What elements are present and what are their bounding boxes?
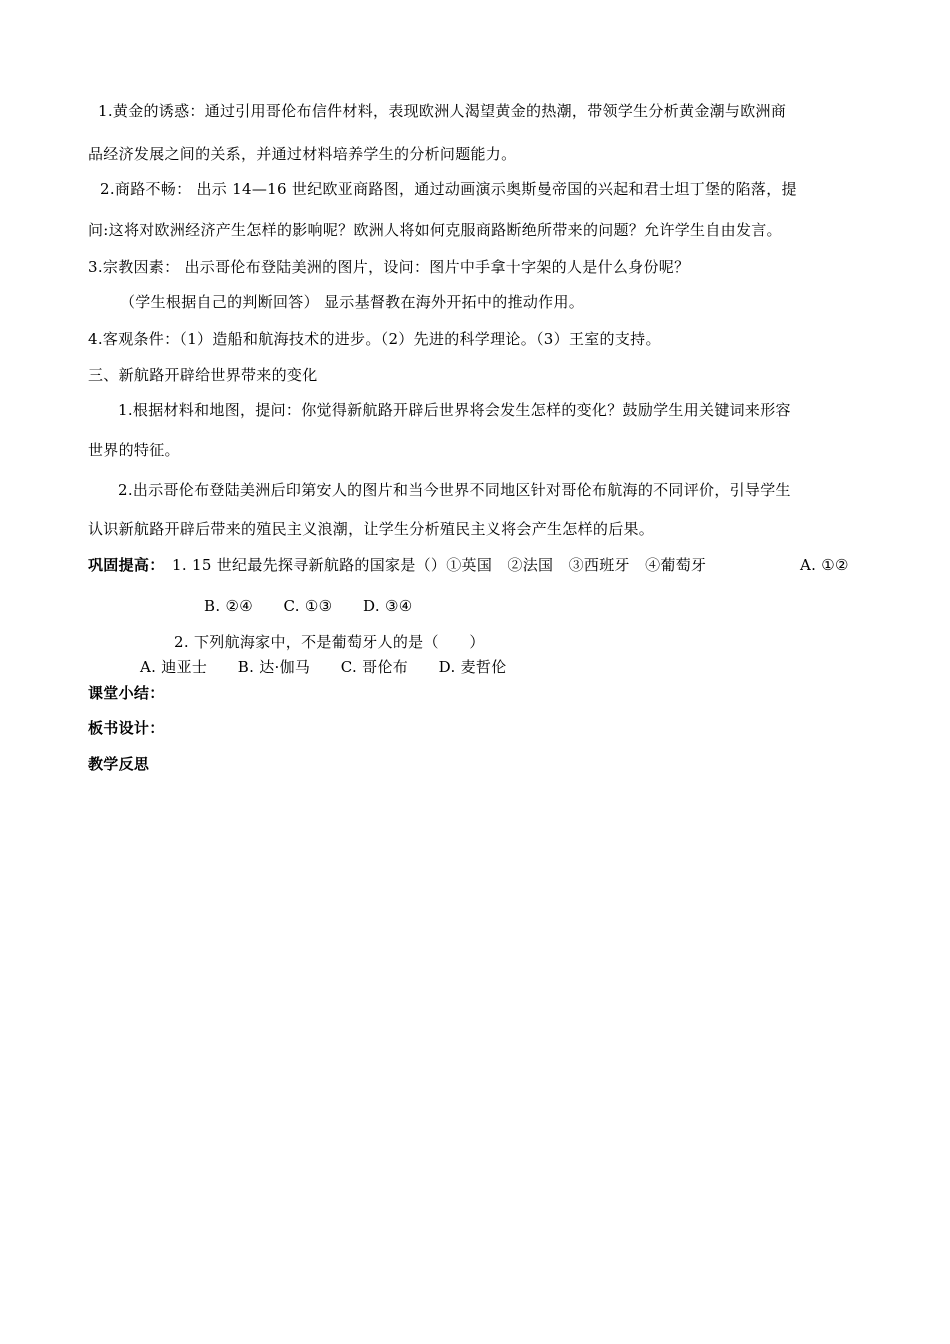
paragraph-gold-temptation-line2: 品经济发展之间的关系，并通过材料培养学生的分析问题能力。 bbox=[88, 145, 517, 163]
question-1-options-bcd: B. ②④ C. ①③ D. ③④ bbox=[204, 597, 413, 615]
paragraph-trade-route-line1: 2.商路不畅： 出示 14—16 世纪欧亚商路图，通过动画演示奥斯曼帝国的兴起和君士坦丁堡的陷落，提 bbox=[100, 180, 797, 198]
consolidation-heading: 巩固提高： bbox=[88, 556, 165, 574]
question-2-text: 2. 下列航海家中，不是葡萄牙人的是（ ） bbox=[174, 633, 485, 651]
section-board-design: 板书设计： bbox=[88, 719, 165, 737]
section-teaching-reflection: 教学反思 bbox=[88, 755, 150, 773]
question-1-text: 1. 15 世纪最先探寻新航路的国家是（）①英国 ②法国 ③西班牙 ④葡萄牙 bbox=[172, 556, 707, 574]
paragraph-religion: 3.宗教因素： 出示哥伦布登陆美洲的图片，设问：图片中手拿十字架的人是什么身份呢？ bbox=[88, 258, 690, 276]
paragraph-gold-temptation-line1: 1.黄金的诱惑：通过引用哥伦布信件材料，表现欧洲人渴望黄金的热潮，带领学生分析黄金潮与欧洲商 bbox=[98, 102, 787, 120]
paragraph-colonialism-line1: 2.出示哥伦布登陆美洲后印第安人的图片和当今世界不同地区针对哥伦布航海的不同评价，引导学生 bbox=[118, 481, 791, 499]
section-class-summary: 课堂小结： bbox=[88, 684, 165, 702]
question-2-options: A. 迪亚士 B. 达·伽马 C. 哥伦布 D. 麦哲伦 bbox=[140, 658, 507, 676]
paragraph-colonialism-line2: 认识新航路开辟后带来的殖民主义浪潮，让学生分析殖民主义将会产生怎样的后果。 bbox=[88, 520, 655, 538]
paragraph-religion-answer: （学生根据自己的判断回答） 显示基督教在海外开拓中的推动作用。 bbox=[120, 293, 585, 311]
paragraph-trade-route-line2: 问:这将对欧洲经济产生怎样的影响呢？欧洲人将如何克服商路断绝所带来的问题？允许学生自由发言。 bbox=[88, 221, 782, 239]
paragraph-changes-line2: 世界的特征。 bbox=[88, 441, 180, 459]
paragraph-changes-line1: 1.根据材料和地图，提问：你觉得新航路开辟后世界将会发生怎样的变化？鼓励学生用关键词来形容 bbox=[118, 401, 791, 419]
section-heading-changes: 三、新航路开辟给世界带来的变化 bbox=[88, 366, 318, 384]
paragraph-objective-conditions: 4.客观条件：（1）造船和航海技术的进步。（2）先进的科学理论。（3）王室的支持。 bbox=[88, 330, 661, 348]
question-1-option-a: A. ①② bbox=[800, 556, 849, 574]
